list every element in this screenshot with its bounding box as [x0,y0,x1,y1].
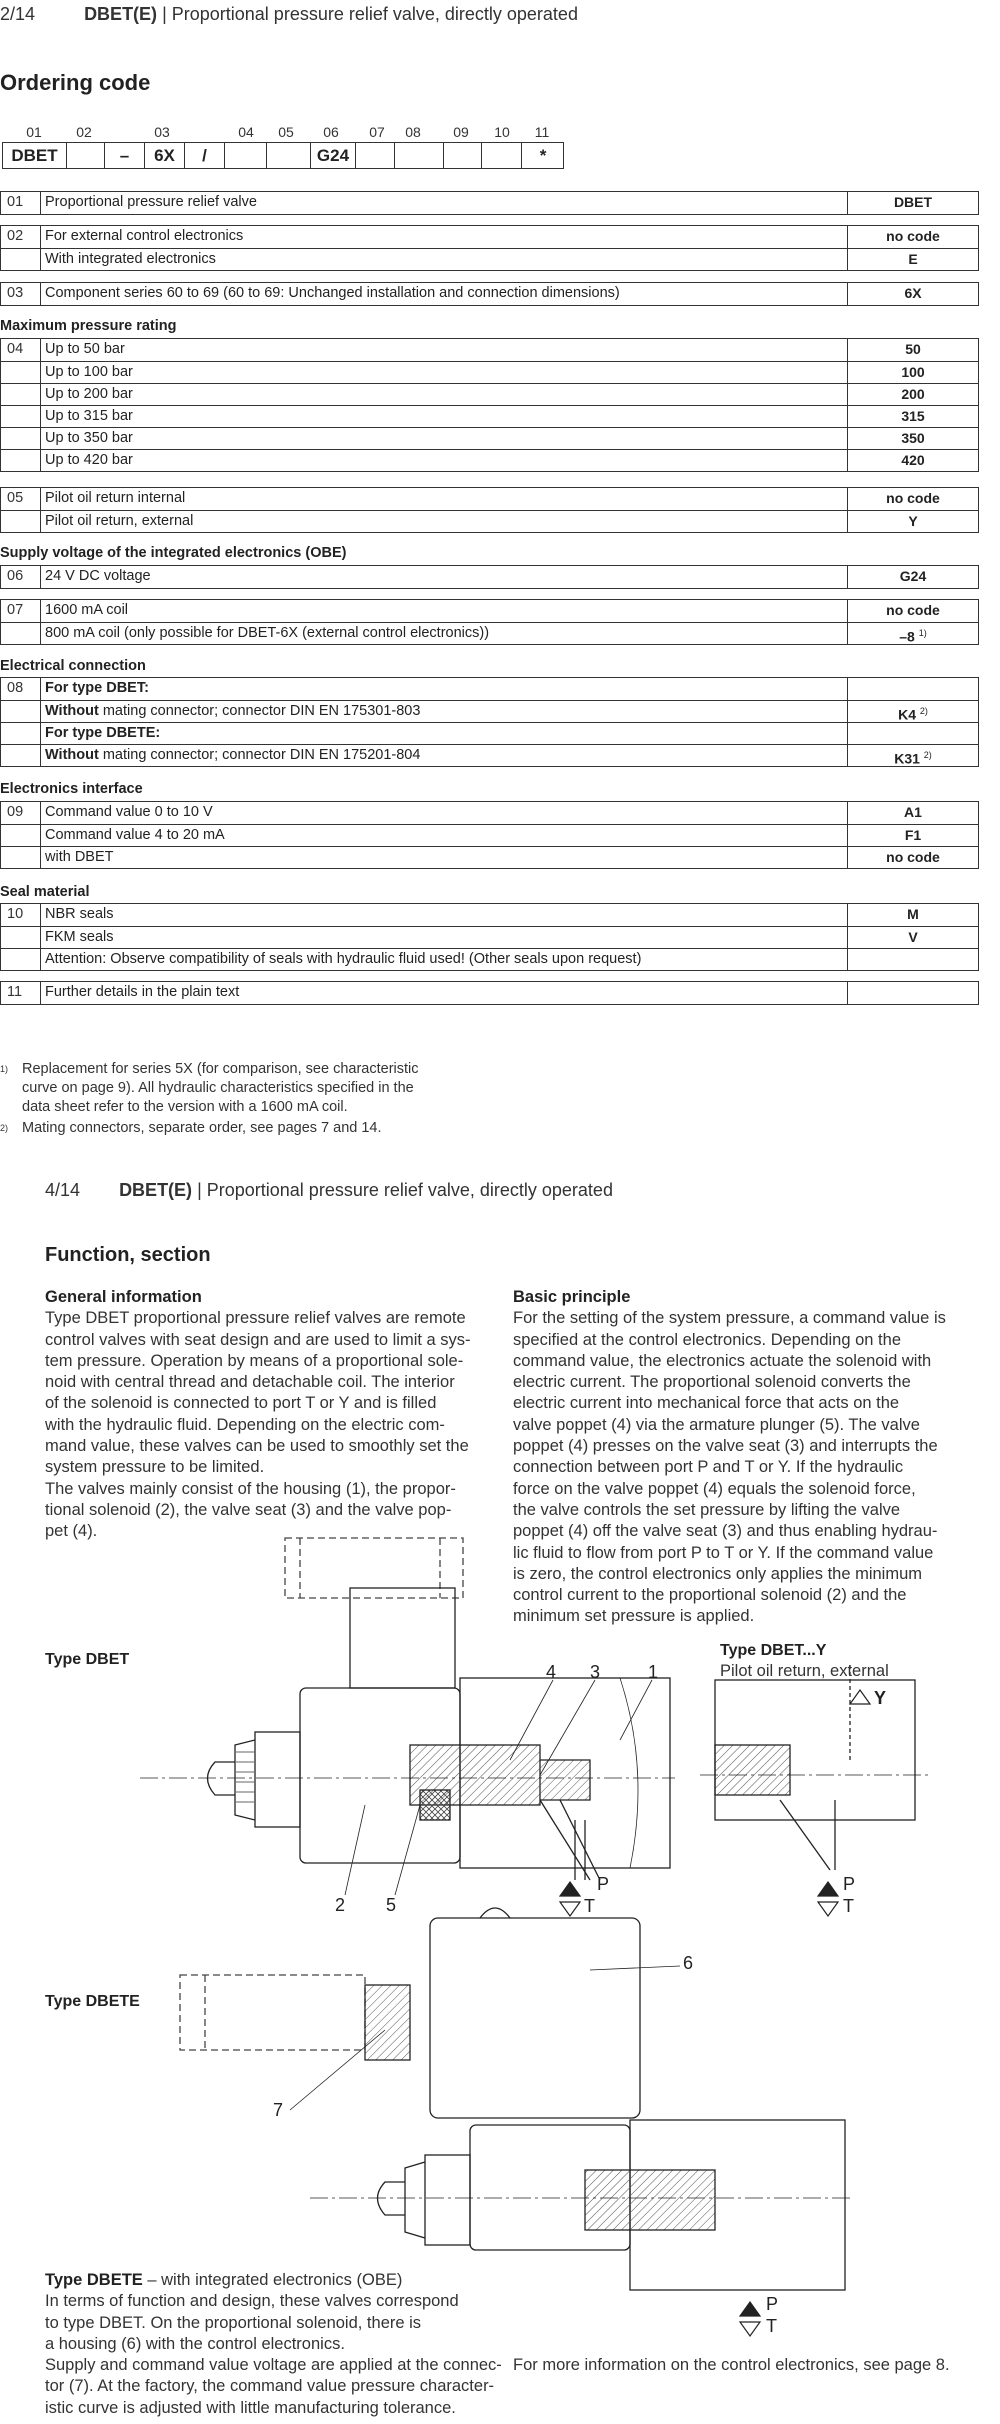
code-box-07 [356,143,395,168]
code-box-04 [225,143,267,168]
code-num-07: 07 [369,124,385,140]
table-05 [0,487,979,533]
table-row: 04 Up to 50 bar 50 [1,339,978,361]
valve-housing [460,1678,670,1868]
armature-section [410,1745,540,1805]
table-row: Without mating connector; connector DIN EN 175301-803 K4 $^{2)}$ [1,700,978,722]
product-name: DBET(E) [84,4,158,24]
code-box-05 [267,143,311,168]
table-row: 02 For external control electronics no code [1,226,978,248]
heading-seal-material: Seal material [0,884,90,900]
header-subtitle: Proportional pressure relief valve, directly operated [171,4,578,24]
footnote-2: 2) Mating connectors, separate order, see pages 7 and 14. [0,1120,382,1136]
label-type-dbety: Type DBET...Y [720,1642,827,1659]
port-p-dbety: P [843,1874,856,1894]
code-num-04: 04 [238,124,254,140]
code-box-02 [67,143,105,168]
table-row: Up to 315 bar 315 [1,405,978,427]
connector-outline-dbete [180,1975,365,2050]
table-row: Attention: Observe compatibility of seals with hydraulic fluid used! (Other seals upon request) [1,948,978,970]
table-row: Up to 350 bar 350 [1,427,978,449]
heading-supply-voltage: Supply voltage of the integrated electronics (OBE) [0,545,347,561]
table-row: FKM seals V [1,926,978,948]
heading-electrical-connection: Electrical connection [0,658,146,674]
electronics-housing [430,1918,640,2118]
table-11 [0,981,979,1005]
table-03 [0,282,979,306]
code-num-02: 02 [76,124,92,140]
code-num-11: 11 [534,124,550,140]
solenoid-body [300,1688,460,1863]
table-row: 09 Command value 0 to 10 V A1 [1,802,978,824]
product-name: DBET(E) [119,1180,193,1200]
code-box-6x: 6X [145,143,185,168]
table-09 [0,801,979,869]
code-num-10: 10 [494,124,510,140]
heading-max-pressure: Maximum pressure rating [0,318,177,334]
table-06 [0,565,979,589]
label-type-dbete: Type DBETE [45,1993,140,2010]
code-box-g24: G24 [311,143,356,168]
connector-outline-dbet [285,1538,463,1598]
basic-principle: Basic principle For the setting of the system pressure, a command value is specified at the control electronics. Depending on the command value, the electronics actuate the solenoid with electric current. The proportional solenoid converts the electric current into mechanical force that acts on the valve poppet (4) via the armature plunger (5). The valve poppet (4) presses on the valve seat (3) and interrupts the connection between port P and T or Y. If the hydraulic force on the valve poppet (4) equals the solenoid force, the valve controls the set pressure by lifting the valve poppet (4) off the valve seat (3) and thus enabling hydrau- lic fluid to flow from port P to T or Y. If the command value is zero, the control electronics only applies the minimum control current to the proportional solenoid (2) and the minimum set pressure is applied. [513,1288,946,1626]
code-box-10 [482,143,522,168]
code-num-08: 08 [405,124,421,140]
page-header-2: 4/14 DBET(E) | Proportional pressure relief valve, directly operated [45,1180,613,1200]
table-row: 03 Component series 60 to 69 (60 to 69: Unchanged installation and connection dimensions) 6X [1,283,978,305]
code-box-dash: – [105,143,145,168]
code-num-03: 03 [154,124,170,140]
code-box-08 [395,143,444,168]
table-04 [0,338,979,472]
knurled-nut [255,1732,300,1827]
code-box-dbet: DBET [3,143,67,168]
port-p-dbete: P [766,2294,779,2314]
footnote-1: 1) Replacement for series 5X (for comparison, see characteristic curve on page 9). All hydraulic characteristics specified in the data sheet refer to the version with a 1600 mA coil. [0,1061,419,1115]
code-num-09: 09 [453,124,469,140]
table-07 [0,599,979,645]
page-number: 4/14 [45,1180,81,1200]
label-type-dbet: Type DBET [45,1651,130,1668]
table-row: 800 mA coil (only possible for DBET-6X (external control electronics)) –8 $^{1)}$ [1,622,978,644]
port-p-dbet: P [597,1874,610,1894]
table-row: 10 NBR seals M [1,904,978,926]
section-title-ordering-code: Ordering code [0,70,151,95]
table-08 [0,677,979,767]
table-01 [0,191,979,215]
table-row: Up to 100 bar 100 [1,361,978,383]
table-row: For type DBETE: [1,722,978,744]
general-information: General information Type DBET proportional pressure relief valves are remote control valves with seat design and are used to limit a sys- tem pressure. Operation by means of a proportional sole- noid with central thread and detachable coil. The interior of the solenoid is connected to port T or Y and is filled with the hydraulic fluid. Depending on the electric com- mand value, these valves can be used to smoothly set the system pressure to be limited. The valves mainly consist of the housing (1), the propor- tional solenoid (2), the valve seat (3) and the valve pop- pet (4). [45,1288,471,1541]
callout-2: 2 [335,1895,346,1915]
table-row: Up to 200 bar 200 [1,383,978,405]
port-t-dbet: T [584,1896,595,1916]
label-pilot-external: Pilot oil return, external [720,1662,889,1680]
callout-5: 5 [386,1895,397,1915]
code-box-slash: / [185,143,225,168]
dbete-description: Type DBETE – with integrated electronics (OBE) In terms of function and design, these valves correspond to type DBET. On the proportional solenoid, there is a housing (6) with the control electronics. Supply and command value voltage are applied at the connec- tor (7). At the factory, the command value pressure character- istic curve is adjusted with little manufacturing tolerance. [45,2271,502,2417]
table-row: 05 Pilot oil return internal no code [1,488,978,510]
table-02 [0,225,979,271]
table-row: 06 24 V DC voltage G24 [1,566,978,588]
table-row: with DBET no code [1,846,978,868]
table-row: Command value 4 to 20 mA F1 [1,824,978,846]
page-number: 2/14 [0,4,36,24]
section-title-function: Function, section [45,1244,211,1266]
code-box-09 [444,143,482,168]
callout-7: 7 [273,2100,284,2120]
code-num-06: 06 [323,124,339,140]
callout-3: 3 [590,1662,601,1682]
table-row: Without mating connector; connector DIN EN 175201-804 K31 $^{2)}$ [1,744,978,766]
table-10 [0,903,979,971]
callout-6: 6 [683,1953,694,1973]
table-row: Up to 420 bar 420 [1,449,978,471]
table-row: 11 Further details in the plain text [1,982,978,1004]
code-box-star: * [539,146,547,165]
page-header-1: 2/14 DBET(E) | Proportional pressure relief valve, directly operated [0,4,578,24]
table-row: 01 Proportional pressure relief valve DBET [1,192,978,214]
port-t-dbete: T [766,2316,777,2336]
table-row: Pilot oil return, external Y [1,510,978,532]
callout-1: 1 [648,1662,659,1682]
code-num-01: 01 [26,124,42,140]
table-row: With integrated electronics E [1,248,978,270]
port-y: Y [874,1688,887,1708]
more-info-note: For more information on the control electronics, see page 8. [513,2356,950,2374]
heading-electronics-interface: Electronics interface [0,781,143,797]
port-t-dbety: T [843,1896,854,1916]
connector-housing-dbet [350,1588,455,1688]
table-row: 08 For type DBET: [1,678,978,700]
callout-4: 4 [546,1662,557,1682]
header-subtitle: Proportional pressure relief valve, directly operated [206,1180,613,1200]
table-row: 07 1600 mA coil no code [1,600,978,622]
code-num-05: 05 [278,124,294,140]
